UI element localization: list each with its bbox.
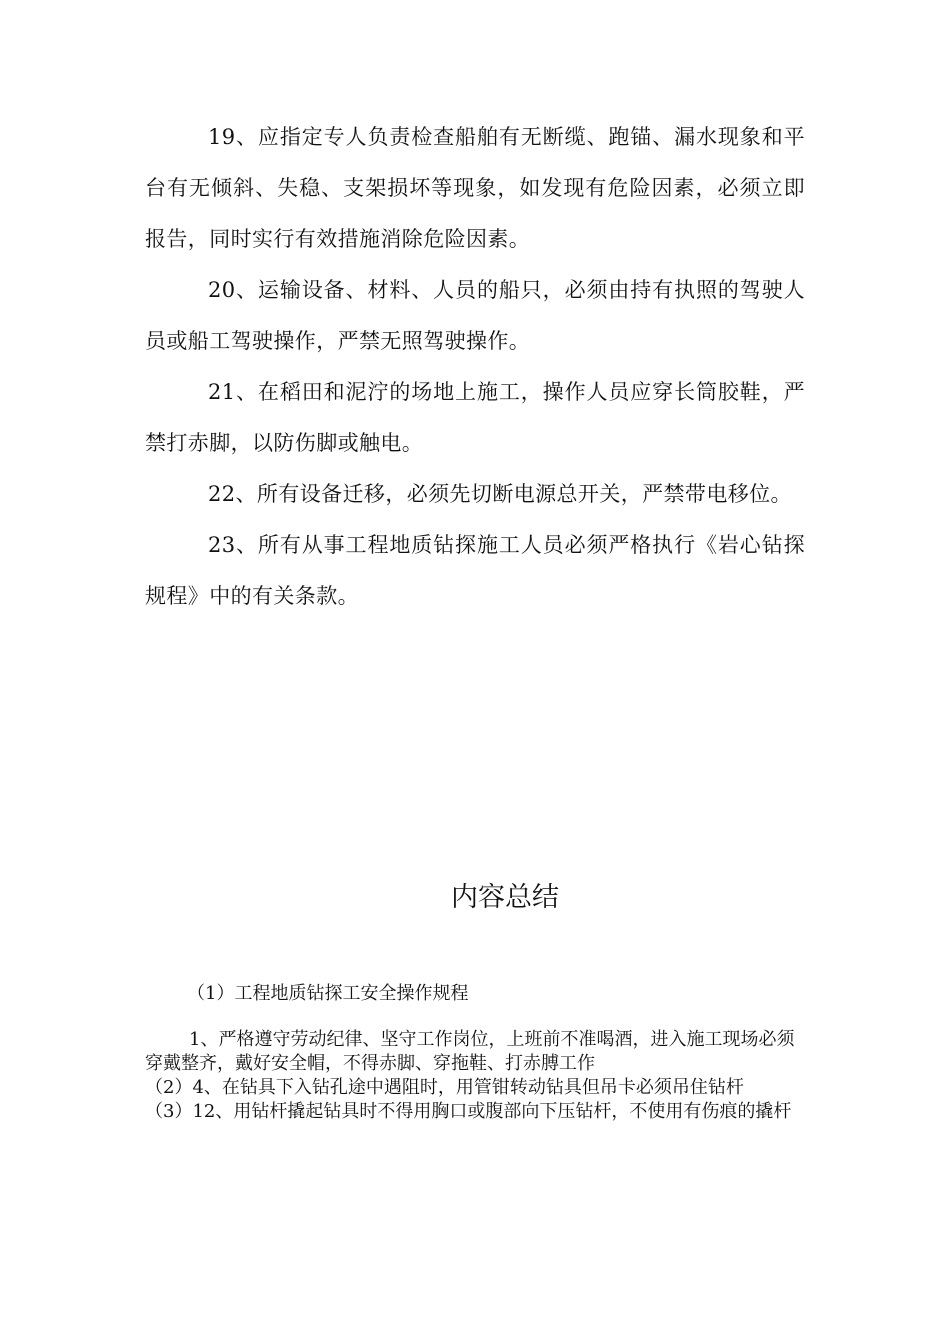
- summary-heading: 内容总结: [451, 882, 559, 913]
- regulation-paragraph-21: 21、在稻田和泥泞的场地上施工，操作人员应穿长筒胶鞋，严禁打赤脚，以防伤脚或触电。: [145, 380, 805, 455]
- summary-subheading: （1）工程地质钻探工安全操作规程: [187, 983, 469, 1004]
- summary-line-3: （3）12、用钻杆撬起钻具时不得用胸口或腹部向下压钻杆，不使用有伤痕的撬杆: [145, 1101, 792, 1122]
- summary-line-1: 1、严格遵守劳动纪律、坚守工作岗位，上班前不准喝酒，进入施工现场必须穿戴整齐，戴好安全帽，不得赤脚、穿拖鞋、打赤膊工作: [145, 1029, 795, 1074]
- regulation-paragraph-23: 23、所有从事工程地质钻探施工人员必须严格执行《岩心钻探规程》中的有关条款。: [145, 533, 805, 608]
- summary-body: [145, 1028, 810, 1124]
- summary-line-2: （2）4、在钻具下入钻孔途中遇阻时，用管钳转动钻具但吊卡必须吊住钻杆: [145, 1077, 744, 1098]
- regulation-paragraph-19: 19、应指定专人负责检查船舶有无断缆、跑锚、漏水现象和平台有无倾斜、失稳、支架损坏等现象，如发现有危险因素，必须立即报告，同时实行有效措施消除危险因素。: [145, 125, 805, 251]
- regulation-paragraph-22: 22、所有设备迁移，必须先切断电源总开关，严禁带电移位。: [208, 482, 792, 506]
- regulation-paragraph-20: 20、运输设备、材料、人员的船只，必须由持有执照的驾驶人员或船工驾驶操作，严禁无照驾驶操作。: [145, 278, 805, 353]
- regulations-body: [145, 112, 805, 622]
